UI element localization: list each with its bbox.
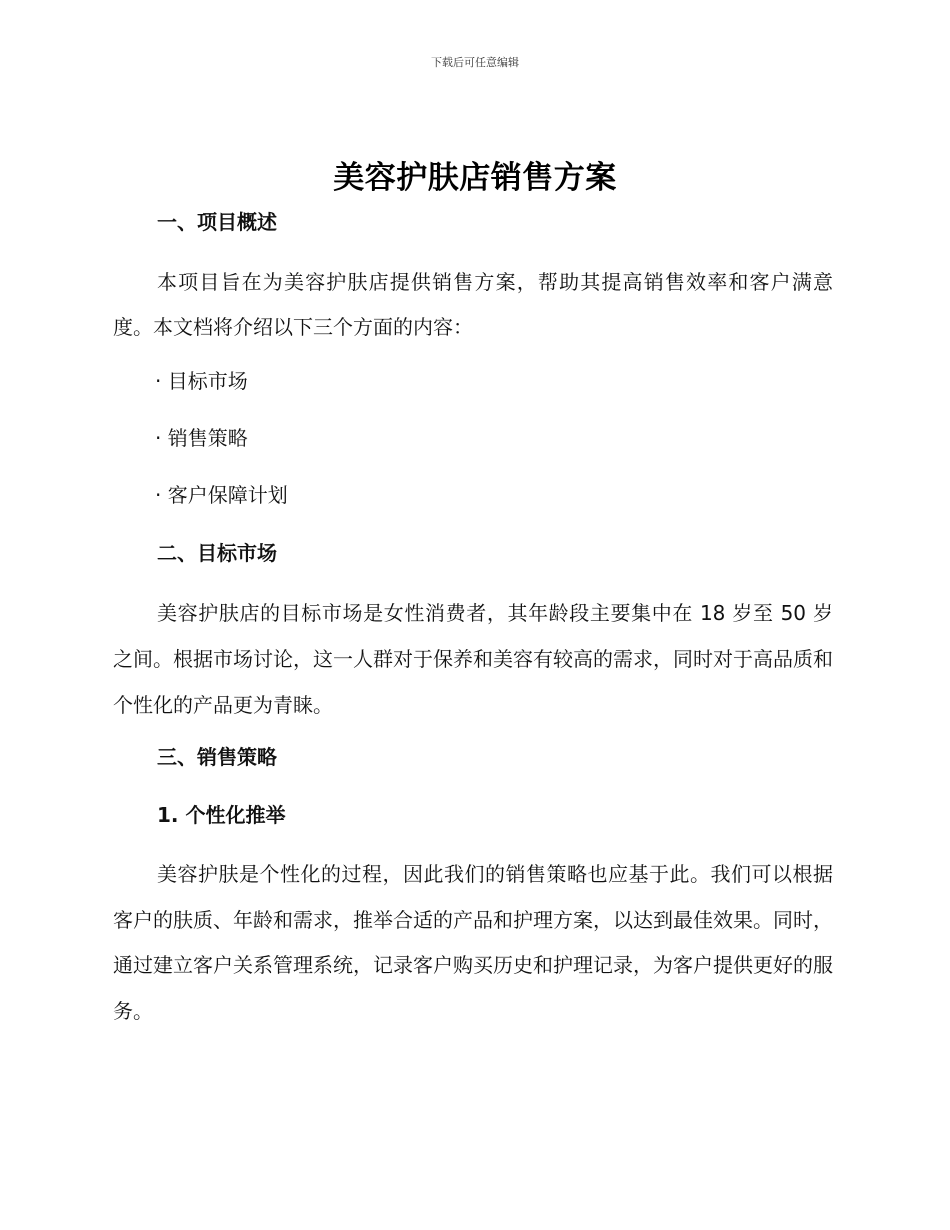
section-3-paragraph-1: 美容护肤是个性化的过程，因此我们的销售策略也应基于此。我们可以根据客户的肤质、年龄和需求，推举合适的产品和护理方案，以达到最佳效果。同时，通过建立客户关系管理系统，记录客户购买历史和护理记录，为客户提供更好的服务。 [113, 862, 833, 1023]
document-title: 美容护肤店销售方案 [333, 160, 617, 196]
section-3-subheading-1: 1. 个性化推举 [157, 803, 286, 827]
section-3-heading: 三、销售策略 [157, 745, 277, 769]
bullet-sales-strategy: · 销售策略 [155, 426, 248, 450]
bullet-customer-guarantee: · 客户保障计划 [155, 483, 288, 507]
section-1-heading: 一、项目概述 [157, 210, 277, 234]
section-2-paragraph: 美容护肤店的目标市场是女性消费者，其年龄段主要集中在 18 岁至 50 岁之间。根据市场讨论，这一人群对于保养和美容有较高的需求，同时对于高品质和个性化的产品更为青睐。 [113, 601, 833, 717]
section-2-heading: 二、目标市场 [157, 541, 277, 565]
header-note: 下载后可任意编辑 [431, 56, 519, 69]
bullet-target-market: · 目标市场 [155, 369, 248, 393]
section-1-paragraph: 本项目旨在为美容护肤店提供销售方案，帮助其提高销售效率和客户满意度。本文档将介绍以下三个方面的内容： [113, 270, 833, 339]
